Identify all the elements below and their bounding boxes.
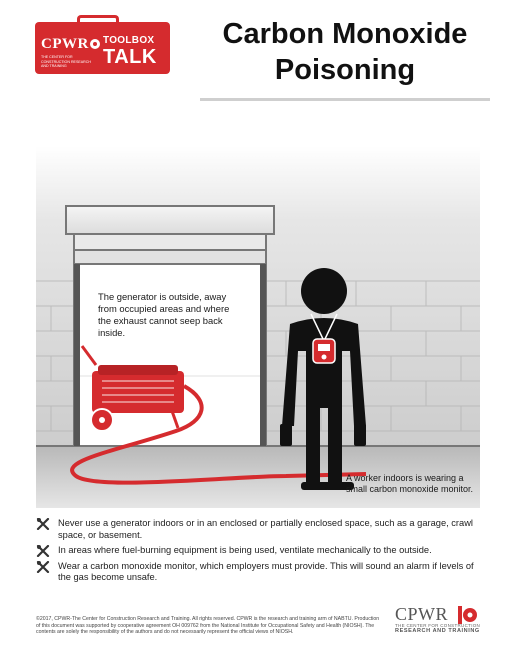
copyright-footer: ©2017, CPWR-The Center for Construction Research and Training. All rights reserved. CPWR is the research and training arm of NABTU. Production of this document was supported by cooperative agreement OH 009762 from the National Institute for Occupational Safety and Health (NIOSH). The contents are solely the responsibility of the authors and do not necessarily represent the official views of NIOSH. (36, 616, 380, 636)
cpwr-brand-sub: RESEARCH AND TRAINING (395, 628, 480, 634)
page-title (200, 16, 490, 88)
cpwr-brand-top: THE CENTER FOR CONSTRUCTION (395, 623, 481, 628)
logo-toolbox-text: TOOLBOX (103, 35, 155, 46)
list-item (36, 545, 486, 557)
tip-text: Wear a carbon monoxide monitor, which employers must provide. This will sound an alarm if levels of the gas become unsafe. (58, 560, 474, 582)
logo-cpwr-text: CPWR (41, 36, 89, 52)
list-item (36, 561, 486, 584)
title-divider (200, 98, 490, 101)
logo-talk-text: TALK (103, 46, 157, 68)
cpwr-dot-icon (458, 606, 478, 624)
list-item (36, 518, 486, 541)
generator-caption: The generator is outside, away from occupied areas and where the exhaust cannot seep back inside. (98, 291, 230, 338)
tools-icon (36, 561, 50, 573)
logo-dot-icon (90, 39, 100, 49)
logo-subtitle: THE CENTER FOR CONSTRUCTION RESEARCH AND TRAINING (41, 55, 91, 68)
title-line-2: Poisoning (274, 54, 416, 86)
tip-text: Never use a generator indoors or in an enclosed or partially enclosed space, such as a garage, crawl space, or basement. (58, 518, 473, 540)
title-line-1: Carbon Monoxide (222, 18, 468, 50)
tip-text: In areas where fuel-burning equipment is being used, ventilate mechanically to the outside. (58, 545, 432, 555)
tools-icon (36, 545, 50, 557)
safety-tips-list (36, 518, 486, 588)
tools-icon (36, 518, 50, 530)
cpwr-brand: CPWR (395, 604, 449, 624)
worker-caption: A worker indoors is wearing a small carbon monoxide monitor. (346, 473, 474, 494)
